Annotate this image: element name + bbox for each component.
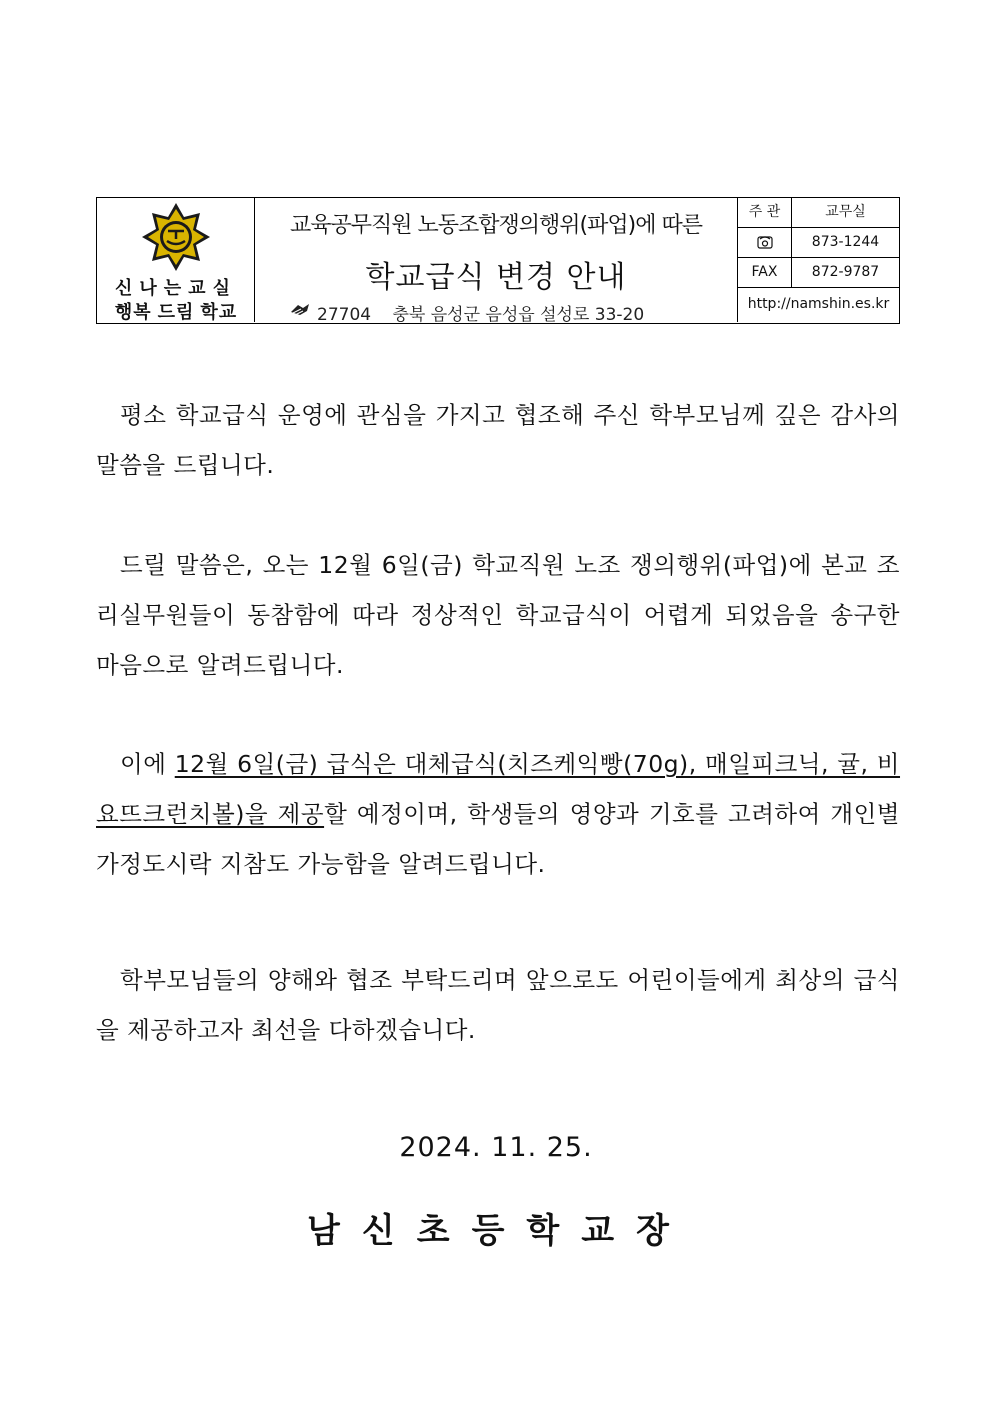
document-title: 학교급식 변경 안내: [365, 260, 627, 295]
phone-row: [738, 228, 899, 258]
meal-plan-suffix: 할 예정이며, 학생들의 영양과 기호를 고려하여 개인별 가정도시락 지참도 가능함을 알려드립니다.: [96, 800, 900, 878]
school-emblem-icon: [139, 202, 213, 272]
fax-value: 872-9787: [811, 264, 880, 280]
website-link[interactable]: http://namshin.es.kr: [747, 296, 890, 312]
paragraph-greeting: [96, 390, 900, 490]
issue-date: 2024. 11. 25.: [399, 1132, 593, 1163]
document-subtitle: 교육공무직원 노동조합쟁의행위(파업)에 따른: [290, 213, 702, 238]
mail-icon: [289, 302, 311, 317]
address-line: [317, 300, 644, 325]
paragraph-closing-text: 학부모님들의 양해와 협조 부탁드리며 앞으로도 어린이들에게 최상의 급식을 제공하고자 최선을 다하겠습니다.: [96, 966, 900, 1044]
paragraph-closing: [96, 955, 900, 1055]
phone-label: [738, 228, 792, 257]
letterhead: [96, 197, 900, 324]
meal-plan-highlight: 12월 6일(금) 급식은 대체급식(치즈케익빵(70g), 매일피크닉, 귤, 비요뜨크런치볼)을 제공: [96, 750, 901, 828]
paragraph-notice: [96, 540, 900, 690]
street-address: 충북 음성군 음성읍 설성로 33-20: [392, 305, 645, 325]
dept-value: 교무실: [825, 204, 866, 220]
motto-line-2: 행복 드림 학교: [114, 302, 238, 322]
motto-line-1: 신나는교실: [115, 278, 237, 298]
signer-name: 남신초등학교장: [307, 1211, 691, 1251]
phone-icon: [757, 235, 773, 249]
postal-code: 27704: [317, 305, 372, 325]
meal-plan-prefix: 이에: [120, 750, 175, 778]
school-logo-cell: [97, 198, 255, 322]
fax-row: [738, 258, 899, 288]
paragraph-notice-text: 드릴 말씀은, 오는 12월 6일(금) 학교직원 노조 쟁의행위(파업)에 본교 조리실무원들이 동참함에 따라 정상적인 학교급식이 어렵게 되었음을 송구한 마음으로 알려드립니다.: [96, 551, 900, 679]
fax-label: FAX: [738, 258, 792, 287]
website-row: [738, 288, 899, 321]
dept-label: 주 관: [738, 198, 792, 227]
paragraph-greeting-text: 평소 학교급식 운영에 관심을 가지고 협조해 주신 학부모님께 깊은 감사의 말씀을 드립니다.: [96, 401, 900, 479]
contact-info-table: [737, 198, 899, 322]
paragraph-meal-plan: [96, 739, 900, 889]
title-cell: [255, 198, 737, 325]
dept-row: [738, 198, 899, 228]
phone-value: 873-1244: [811, 234, 880, 250]
